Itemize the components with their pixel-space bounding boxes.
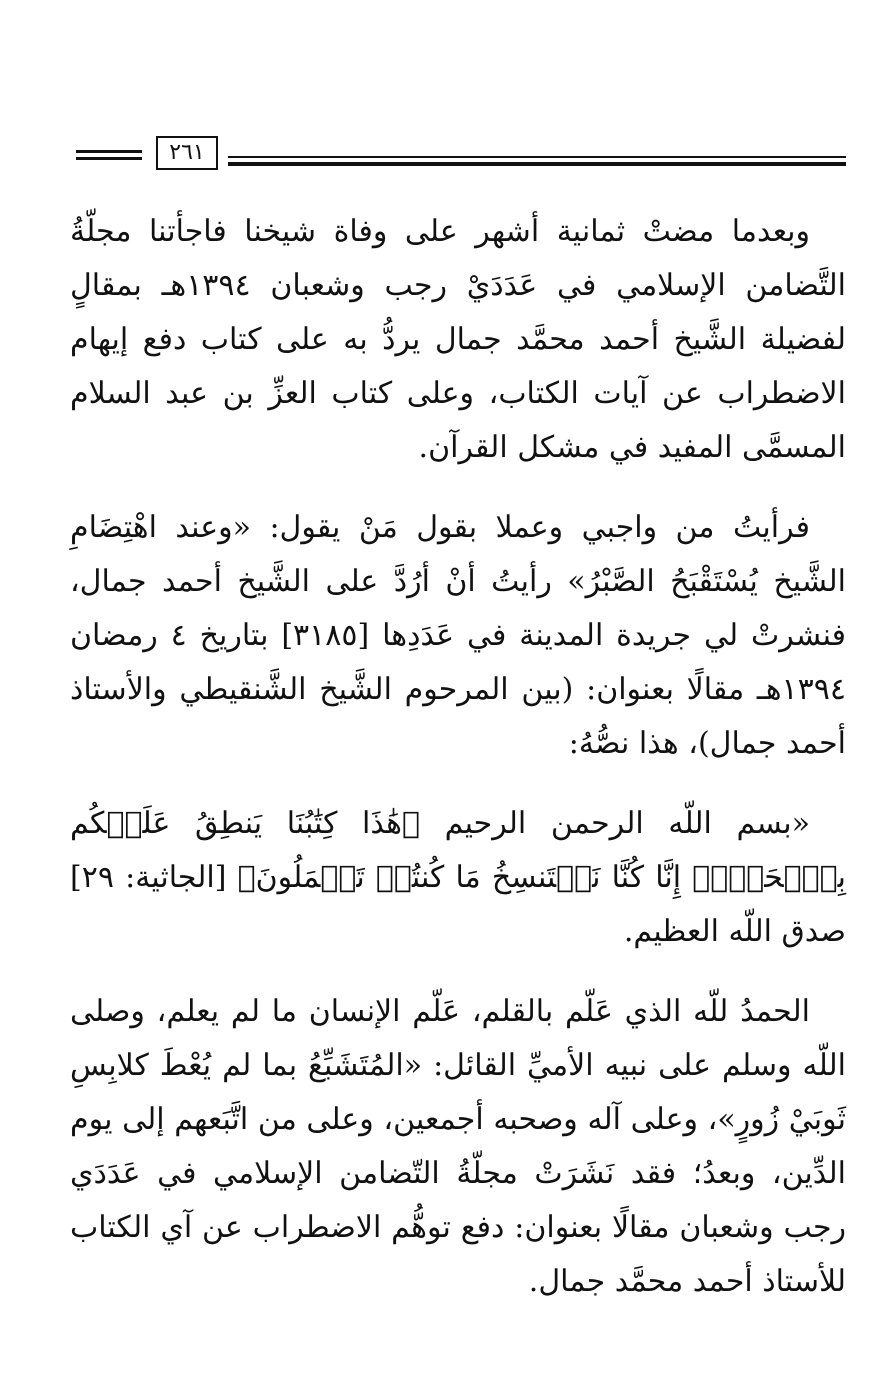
- paragraph-article-start: الحمدُ للّه الذي عَلّم بالقلم، عَلّم الإنسان ما لم يعلم، وصلى اللّه وسلم على نبيه الأميِّ القائل: «المُتَشَبِّعُ بما لم يُعْطَ كلابِسِ ثَوبَيْ زُورٍ»، وعلى آله وصحبه أجمعين، وعلى من اتَّبَعهم إلى يوم الدِّين، وبعدُ؛ فقد نَشَرَتْ مجلّةُ التّضامن الإسلامي في عَدَدَي رجب وشعبان مقالًا بعنوان: دفع توهُّم الاضطراب عن آي الكتاب للأستاذ أحمد محمَّد جمال.: [70, 994, 846, 1299]
- body-text: [70, 205, 846, 1309]
- header-rule-left-bottom: [76, 157, 142, 160]
- header-rule-right-thick: [228, 162, 846, 166]
- paragraph-response: فرأيتُ من واجبي وعملا بقول مَنْ يقول: «وعند اهْتِضَامِ الشَّيخ يُسْتَقْبَحُ الصَّبْرُ» رأيتُ أنْ أرُدَّ على الشَّيخ أحمد جمال، فنشرتْ لي جريدة المدينة في عَدَدِها [٣١٨٥] بتاريخ ٤ رمضان ١٣٩٤هـ مقالًا بعنوان: (بين المرحوم الشَّيخ الشَّنقيطي والأستاذ أحمد جمال)، هذا نصُّهُ:: [70, 510, 847, 761]
- paragraph-quran-quote: «بسم اللّه الرحمن الرحيم ﴿هَٰذَا كِتَٰبُنَا يَنطِقُ عَلَيۡكُم بِٱلۡحَقِّۚ إِنَّا كُنَّا نَسۡتَنسِخُ مَا كُنتُمۡ تَعۡمَلُونَ﴾ [الجاثية: ٢٩] صدق اللّه العظيم.: [70, 806, 846, 949]
- header-rule-left-top: [76, 150, 142, 153]
- paragraph-intro: وبعدما مضتْ ثمانية أشهر على وفاة شيخنا فاجأتنا مجلّةُ التَّضامن الإسلامي في عَدَدَيْ رجب وشعبان ١٣٩٤هـ بمقالٍ لفضيلة الشَّيخ أحمد محمَّد جمال يردُّ به على كتاب دفع إيهام الاضطراب عن آيات الكتاب، وعلى كتاب العزِّ بن عبد السلام المسمَّى المفيد في مشكل القرآن.: [70, 214, 847, 465]
- page-number: ٢٦١: [156, 136, 218, 170]
- header-rule-right-thin: [228, 156, 846, 158]
- page-header: [70, 136, 846, 176]
